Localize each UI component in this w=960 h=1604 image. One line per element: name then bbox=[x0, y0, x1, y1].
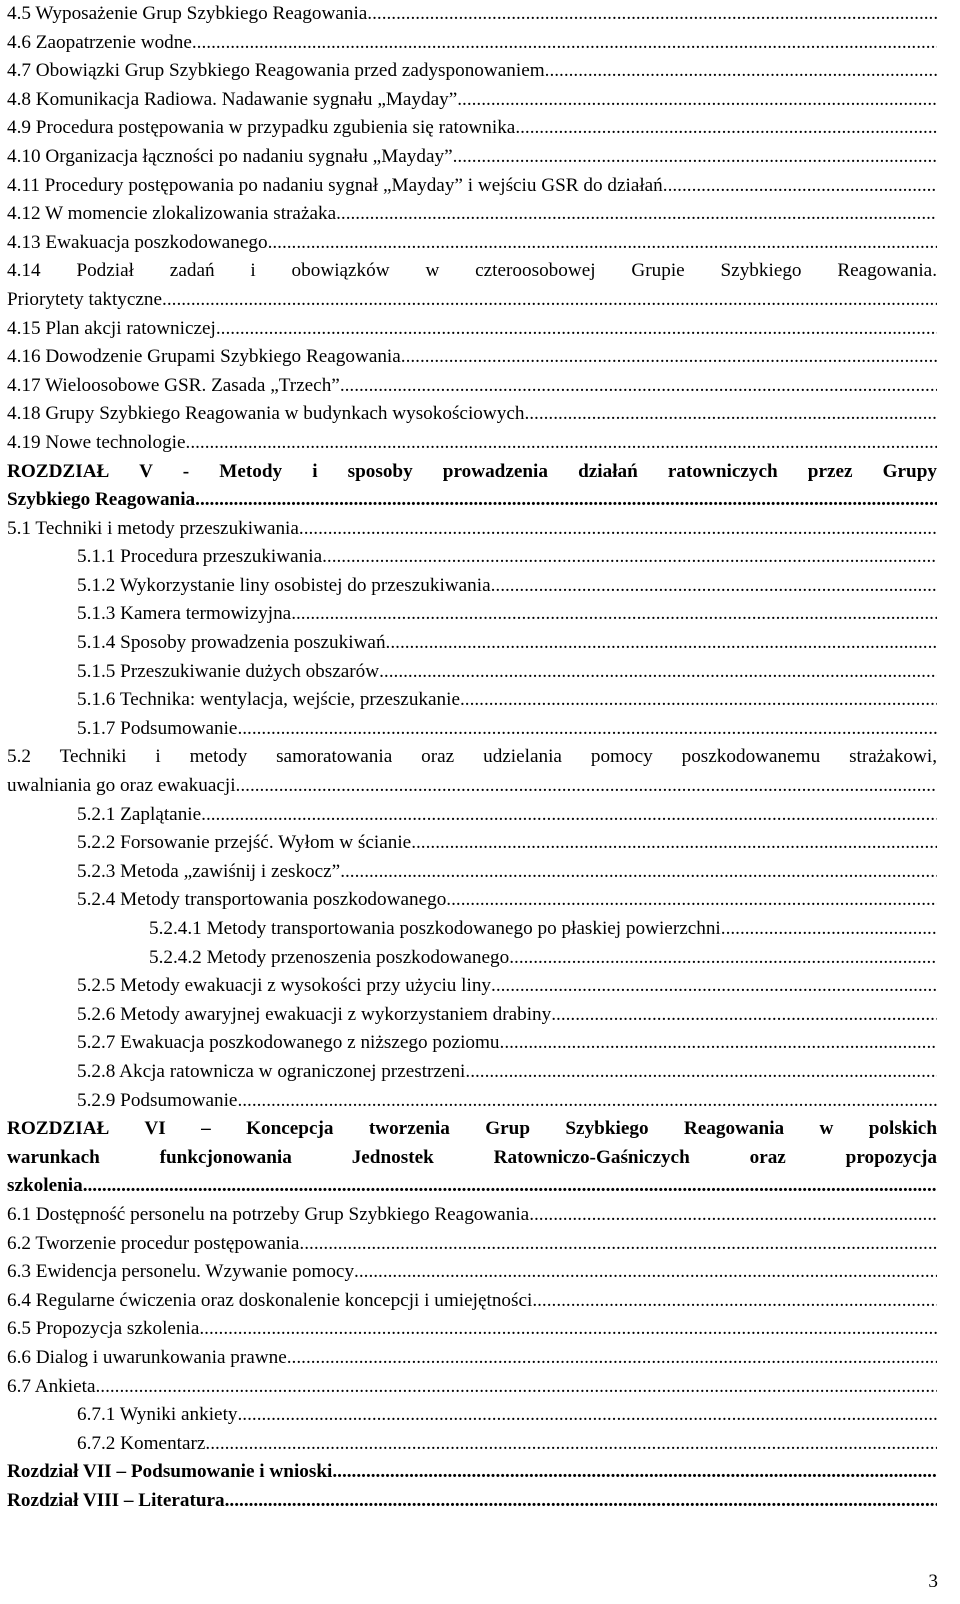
toc-entry[interactable] bbox=[7, 1029, 937, 1058]
toc-entry[interactable] bbox=[7, 801, 937, 830]
dot-leader bbox=[268, 229, 937, 258]
dot-leader bbox=[721, 915, 937, 944]
page-number: 3 bbox=[928, 1571, 938, 1592]
toc-entry-title: szkolenia bbox=[7, 1175, 83, 1197]
toc-entry[interactable] bbox=[7, 1001, 937, 1030]
toc-entry-title: 5.1.6 Technika: wentylacja, wejście, przeszukanie bbox=[77, 689, 460, 711]
toc-entry-title: 5.1.2 Wykorzystanie liny osobistej do przeszukiwania bbox=[77, 574, 491, 596]
toc-entry-title: 6.7.2 Komentarz bbox=[77, 1432, 206, 1454]
toc-entry[interactable] bbox=[7, 229, 937, 258]
toc-entry[interactable] bbox=[7, 944, 937, 973]
dot-leader bbox=[205, 1430, 937, 1459]
dot-leader bbox=[238, 1401, 938, 1430]
toc-entry[interactable] bbox=[7, 0, 937, 29]
toc-entry-title: 5.1.4 Sposoby prowadzenia poszukiwań bbox=[77, 632, 386, 654]
toc-entry-title: 5.1.5 Przeszukiwanie dużych obszarów bbox=[77, 660, 380, 682]
toc-entry[interactable] bbox=[7, 886, 937, 915]
toc-entry[interactable] bbox=[7, 29, 937, 58]
dot-leader bbox=[379, 658, 937, 687]
toc-entry[interactable] bbox=[7, 372, 937, 401]
toc-entry[interactable] bbox=[7, 1087, 937, 1116]
dot-leader bbox=[514, 944, 937, 973]
dot-leader bbox=[192, 29, 937, 58]
dot-leader bbox=[551, 1001, 937, 1030]
toc-entry[interactable] bbox=[7, 315, 937, 344]
toc-entry-title: 4.16 Dowodzenie Grupami Szybkiego Reagowania bbox=[7, 346, 401, 368]
toc-entry-title: Rozdział VIII – Literatura bbox=[7, 1489, 225, 1511]
dot-leader bbox=[83, 1172, 937, 1201]
toc-entry[interactable] bbox=[7, 257, 937, 314]
toc-entry[interactable] bbox=[7, 1230, 937, 1259]
toc-entry-title: 4.18 Grupy Szybkiego Reagowania w budynkach wysokościowych bbox=[7, 403, 525, 425]
toc-entry-title: 4.11 Procedury postępowania po nadaniu sygnał „Mayday” i wejściu GSR do działań bbox=[7, 174, 663, 196]
toc-entry-line: ROZDZIAŁ VI – Koncepcja tworzenia Grup Szybkiego Reagowania w polskich bbox=[7, 1118, 937, 1140]
dot-leader bbox=[460, 686, 937, 715]
toc-entry[interactable] bbox=[7, 1401, 937, 1430]
toc-entry-title: 4.19 Nowe technologie bbox=[7, 431, 186, 453]
toc-entry[interactable] bbox=[7, 114, 937, 143]
toc-entry[interactable] bbox=[7, 1430, 937, 1459]
dot-leader bbox=[491, 972, 937, 1001]
toc-entry[interactable] bbox=[7, 200, 937, 229]
toc-entry-title: 5.1 Techniki i metody przeszukiwania bbox=[7, 517, 299, 539]
toc-entry-title: 5.2.4 Metody transportowania poszkodowanego. bbox=[77, 889, 452, 911]
toc-entry[interactable] bbox=[7, 829, 937, 858]
toc-entry-line: ROZDZIAŁ V - Metody i sposoby prowadzenia działań ratowniczych przez Grupy bbox=[7, 460, 937, 482]
dot-leader bbox=[201, 801, 937, 830]
dot-leader bbox=[340, 372, 937, 401]
toc-entry-title: 4.12 W momencie zlokalizowania strażaka bbox=[7, 203, 337, 225]
toc-entry-line: 4.14 Podział zadań i obowiązków w czteroosobowej Grupie Szybkiego Reagowania. bbox=[7, 260, 937, 282]
toc-entry-title: 5.2.9 Podsumowanie bbox=[77, 1089, 238, 1111]
dot-leader bbox=[663, 172, 937, 201]
dot-leader bbox=[162, 286, 937, 315]
toc-entry-line: 5.2 Techniki i metody samoratowania oraz udzielania pomocy poszkodowanemu strażakowi, bbox=[7, 746, 937, 768]
toc-entry[interactable] bbox=[7, 1344, 937, 1373]
toc-entry[interactable] bbox=[7, 143, 937, 172]
toc-entry[interactable] bbox=[7, 686, 937, 715]
toc-entry-title: 5.1.7 Podsumowanie bbox=[77, 717, 238, 739]
dot-leader bbox=[336, 200, 937, 229]
toc-entry[interactable] bbox=[7, 658, 937, 687]
toc-entry[interactable] bbox=[7, 1487, 937, 1516]
toc-entry-title: 4.17 Wieloosobowe GSR. Zasada „Trzech” bbox=[7, 374, 340, 396]
toc-entry[interactable] bbox=[7, 715, 937, 744]
dot-leader bbox=[216, 315, 937, 344]
dot-leader bbox=[386, 629, 937, 658]
toc-entry[interactable] bbox=[7, 600, 937, 629]
toc-entry-title: 5.2.4.2 Metody przenoszenia poszkodowanego. bbox=[149, 946, 515, 968]
toc-entry-title: 5.2.1 Zaplątanie bbox=[77, 803, 202, 825]
toc-entry[interactable] bbox=[7, 172, 937, 201]
dot-leader bbox=[237, 1087, 937, 1116]
dot-leader bbox=[186, 429, 937, 458]
toc-entry[interactable] bbox=[7, 1287, 937, 1316]
toc-entry-title: 5.1.3 Kamera termowizyjna bbox=[77, 603, 292, 625]
toc-entry[interactable] bbox=[7, 858, 937, 887]
toc-entry[interactable] bbox=[7, 572, 937, 601]
toc-entry-title: 4.8 Komunikacja Radiowa. Nadawanie sygnału „Mayday” bbox=[7, 88, 458, 110]
dot-leader bbox=[453, 143, 937, 172]
toc-entry-title: 4.6 Zaopatrzenie wodne bbox=[7, 31, 192, 53]
dot-leader bbox=[524, 400, 937, 429]
toc-entry-title: Rozdział VII – Podsumowanie i wnioski bbox=[7, 1461, 333, 1483]
toc-entry-title: 5.2.5 Metody ewakuacji z wysokości przy użyciu liny bbox=[77, 975, 492, 997]
dot-leader bbox=[204, 1315, 937, 1344]
toc-entry[interactable] bbox=[7, 1258, 937, 1287]
dot-leader bbox=[537, 1287, 937, 1316]
toc-entry-title: 5.2.4.1 Metody transportowania poszkodowanego po płaskiej powierzchni bbox=[149, 918, 721, 939]
dot-leader bbox=[332, 1458, 937, 1487]
toc-entry[interactable] bbox=[7, 629, 937, 658]
dot-leader bbox=[299, 515, 937, 544]
toc-entry-title: 6.5 Propozycja szkolenia. bbox=[7, 1318, 205, 1340]
toc-entry-title: 4.9 Procedura postępowania w przypadku zgubienia się ratownika bbox=[7, 117, 516, 139]
dot-leader bbox=[291, 600, 937, 629]
dot-leader bbox=[354, 1258, 937, 1287]
dot-leader bbox=[340, 858, 937, 887]
toc-entry-title: Priorytety taktyczne bbox=[7, 288, 163, 310]
toc-entry[interactable] bbox=[7, 429, 937, 458]
toc-entry-title: 4.10 Organizacja łączności po nadaniu sygnału „Mayday” bbox=[7, 145, 453, 167]
toc-entry[interactable] bbox=[7, 86, 937, 115]
toc-entry[interactable] bbox=[7, 1058, 937, 1087]
toc-entry[interactable] bbox=[7, 1315, 937, 1344]
toc-entry[interactable] bbox=[7, 57, 937, 86]
toc-entry-title: 5.1.1 Procedura przeszukiwania bbox=[77, 546, 323, 568]
toc-entry[interactable] bbox=[7, 1373, 937, 1402]
toc-entry-title: 5.2.3 Metoda „zawiśnij i zeskocz” bbox=[77, 860, 341, 882]
toc-entry-title: 5.2.7 Ewakuacja poszkodowanego z niższego poziomu. bbox=[77, 1032, 505, 1054]
dot-leader bbox=[367, 0, 937, 29]
dot-leader bbox=[225, 1487, 937, 1516]
dot-leader bbox=[491, 572, 937, 601]
toc-entry-title: 6.6 Dialog i uwarunkowania prawne. bbox=[7, 1346, 292, 1368]
toc-entry-title: 6.7.1 Wyniki ankiety bbox=[77, 1404, 238, 1426]
dot-leader bbox=[545, 57, 937, 86]
dot-leader bbox=[322, 543, 937, 572]
dot-leader bbox=[299, 1230, 937, 1259]
toc-entry[interactable] bbox=[7, 515, 937, 544]
toc-entry-title: 4.7 Obowiązki Grup Szybkiego Reagowania przed zadysponowaniem bbox=[7, 60, 545, 82]
dot-leader bbox=[529, 1201, 937, 1230]
dot-leader bbox=[401, 343, 937, 372]
toc-entry-title: 4.13 Ewakuacja poszkodowanego bbox=[7, 231, 268, 253]
toc-entry-title: 6.3 Ewidencja personelu. Wzywanie pomocy bbox=[7, 1261, 355, 1283]
toc-entry[interactable] bbox=[7, 400, 937, 429]
toc-entry[interactable] bbox=[7, 915, 937, 944]
toc-entry-title: 6.4 Regularne ćwiczenia oraz doskonalenie koncepcji i umiejętności. bbox=[7, 1289, 538, 1311]
toc-entry-title: 5.2.6 Metody awaryjnej ewakuacji z wykorzystaniem drabiny bbox=[77, 1003, 552, 1025]
toc-entry-title: 5.2.8 Akcja ratownicza w ograniczonej przestrzeni bbox=[77, 1060, 466, 1082]
toc-entry-title: Szybkiego Reagowania. bbox=[7, 489, 200, 511]
dot-leader bbox=[237, 715, 937, 744]
dot-leader bbox=[416, 829, 937, 858]
dot-leader bbox=[457, 86, 937, 115]
dot-leader bbox=[465, 1058, 937, 1087]
dot-leader bbox=[200, 486, 937, 515]
toc-entry[interactable] bbox=[7, 1201, 937, 1230]
toc-entry[interactable] bbox=[7, 1458, 937, 1487]
toc-entry[interactable] bbox=[7, 1115, 937, 1201]
toc-entry-title: 6.1 Dostępność personelu na potrzeby Grup Szybkiego Reagowania bbox=[7, 1203, 530, 1225]
dot-leader bbox=[504, 1029, 937, 1058]
toc-entry[interactable] bbox=[7, 543, 937, 572]
dot-leader bbox=[95, 1373, 937, 1402]
dot-leader bbox=[451, 886, 937, 915]
toc-entry-title: 4.15 Plan akcji ratowniczej bbox=[7, 317, 216, 339]
table-of-contents bbox=[7, 0, 937, 1515]
toc-entry-title: 6.2 Tworzenie procedur postępowania bbox=[7, 1232, 300, 1254]
toc-entry[interactable] bbox=[7, 743, 937, 800]
dot-leader bbox=[240, 772, 937, 801]
dot-leader bbox=[515, 114, 937, 143]
toc-entry-title: 4.5 Wyposażenie Grup Szybkiego Reagowania bbox=[7, 3, 368, 24]
toc-entry[interactable] bbox=[7, 458, 937, 515]
toc-entry-title: 6.7 Ankieta bbox=[7, 1375, 96, 1397]
toc-entry-title: uwalniania go oraz ewakuacji. bbox=[7, 775, 241, 797]
toc-entry-title: 5.2.2 Forsowanie przejść. Wyłom w ścianie. bbox=[77, 832, 416, 854]
toc-entry[interactable] bbox=[7, 972, 937, 1001]
toc-entry-line: warunkach funkcjonowania Jednostek Ratowniczo-Gaśniczych oraz propozycja bbox=[7, 1146, 937, 1168]
toc-entry[interactable] bbox=[7, 343, 937, 372]
dot-leader bbox=[292, 1344, 937, 1373]
